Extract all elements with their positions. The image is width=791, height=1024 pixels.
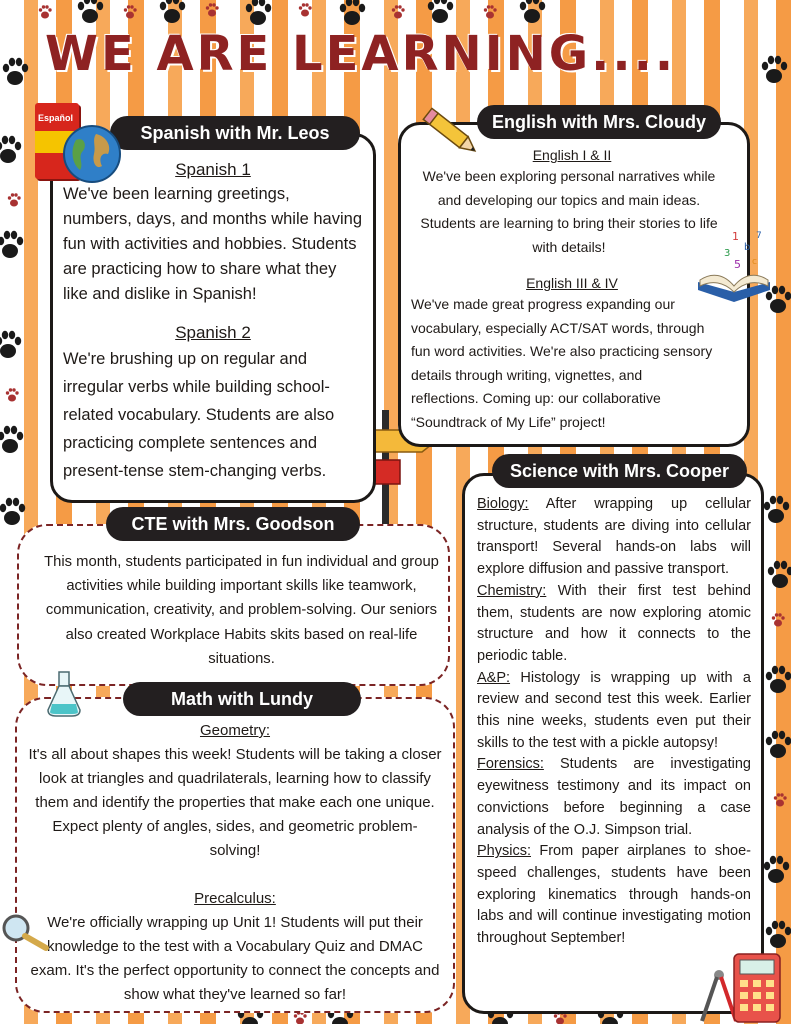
spanish-book-badge: Español: [38, 113, 74, 123]
science-entry-label: A&P:: [477, 669, 511, 686]
geometry-title: Geometry:: [199, 722, 271, 739]
svg-text:c: c: [752, 257, 757, 267]
cte-text: This month, students participated in fun individual and group activities while building important skills like teamwork, communication, creativity, and problem-solving. Our seniors also created Workplace Habits skits based on real-life situations.: [44, 554, 439, 667]
english-1-text: We've been exploring personal narratives while and developing our topics and main ideas. Students are learning to bring their stories to life with details!: [420, 168, 718, 255]
science-entries: [477, 494, 751, 950]
svg-text:b: b: [744, 242, 751, 253]
math-header: Math with Lundy: [123, 682, 361, 716]
magnifier-icon: [0, 912, 50, 952]
science-entry-label: Forensics:: [477, 756, 544, 773]
english-2-text: We've made great progress expanding our vocabulary, especially ACT/SAT words, through fun word activities. We're also practicing sensory details through writing, vignettes, and reflections. Coming up: our collaborative “Soundtrack of My Life” project!: [411, 296, 713, 430]
science-entry-text: From paper airplanes to shoe-speed challenges, students have been exploring kinematics through hands-on labs and will continue investigating motion throughout September!: [477, 843, 751, 947]
globe-icon: [62, 124, 122, 184]
svg-text:1: 1: [732, 230, 739, 243]
science-entry-label: Physics:: [477, 843, 531, 860]
flask-icon: [44, 670, 84, 720]
science-entry-text: After wrapping up cellular structure, students are diving into cellular transport! Several hands-on labs will explore diffusion and passive transport.: [477, 496, 751, 578]
science-entry-label: Biology:: [477, 496, 529, 512]
english-1-title: English I & II: [532, 147, 612, 163]
pencil-icon: [418, 103, 488, 167]
page-title: WE ARE LEARNING....: [45, 26, 677, 82]
svg-text:3: 3: [724, 248, 731, 259]
spanish-2-title: Spanish 2: [175, 323, 251, 342]
science-header: Science with Mrs. Cooper: [492, 454, 747, 488]
calculator-icon: [732, 950, 784, 1024]
science-entry: [477, 494, 751, 581]
spanish-2-text: We're brushing up on regular and irregular verbs while building school-related vocabulary. Students are also practicing complete sentences and present-tense stem-changing verbs.: [63, 350, 335, 480]
science-entry-text: Students are investigating eyewitness testimony and its impact on convictions before beginning a case analysis of the O.J. Simpson trial.: [477, 756, 751, 838]
science-entry-text: With their first test behind them, students are now exploring atomic structure and how it connects to the periodic table.: [477, 582, 751, 664]
science-entry: [477, 841, 751, 950]
science-entry-label: Chemistry:: [477, 582, 547, 599]
svg-text:7: 7: [756, 231, 762, 241]
geometry-text: It's all about shapes this week! Students will be taking a closer look at triangles and quadrilaterals, learning how to classify them and identify the properties that make each one unique. Expect plenty of angles, sides, and geometric problem-solving!: [28, 746, 442, 859]
precalculus-title: Precalculus:: [194, 890, 276, 907]
science-entry-text: Histology is wrapping up with a review and second test this week. Earlier this nine weeks, students even put their skills to the test with a pickle autopsy!: [477, 669, 751, 751]
spanish-panel: [50, 133, 376, 503]
cte-panel: [17, 524, 450, 686]
science-entry: [477, 668, 751, 755]
svg-text:5: 5: [734, 258, 741, 271]
spanish-1-text: We've been learning greetings, numbers, days, and months while having fun with activities and hobbies. Students are practicing how to share what they like and dislike in Spanish!: [63, 185, 362, 303]
science-entry: [477, 581, 751, 668]
cte-header: CTE with Mrs. Goodson: [106, 507, 360, 541]
english-2-title: English III & IV: [526, 275, 618, 291]
math-panel: [15, 697, 455, 1013]
science-panel: [462, 473, 764, 1014]
precalculus-text: We're officially wrapping up Unit 1! Students will put their knowledge to the test with a Vocabulary Quiz and DMAC exam. It's the perfect opportunity to connect the concepts and show what they've learned so far!: [30, 914, 440, 1003]
spanish-1-title: Spanish 1: [175, 160, 251, 179]
open-book-icon: [694, 220, 774, 310]
science-entry: [477, 754, 751, 841]
english-header: English with Mrs. Cloudy: [477, 105, 721, 139]
spanish-header: Spanish with Mr. Leos: [110, 116, 360, 150]
